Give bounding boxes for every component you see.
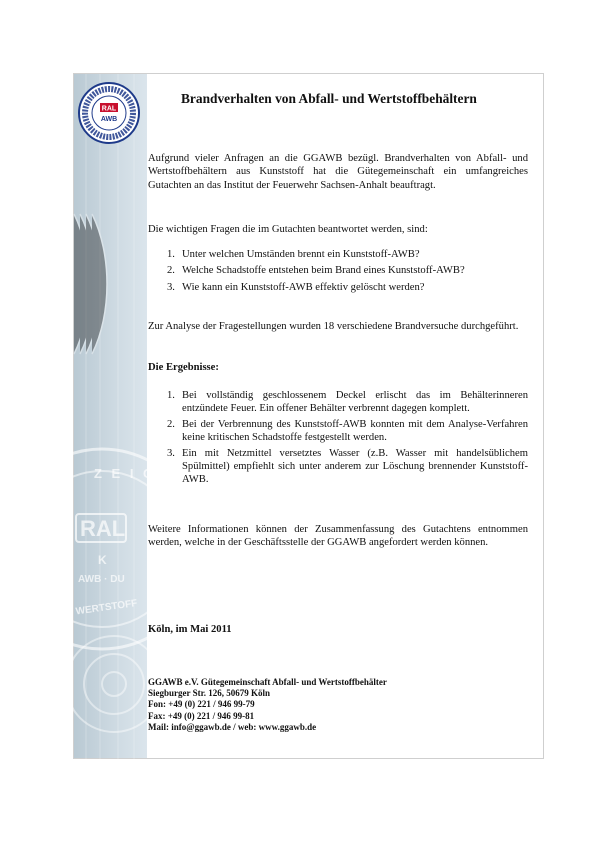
result-item: 3. Ein mit Netzmittel versetztes Wasser (z.B. Wasser mit handelsüblichem Spülmittel) empfiehlt sich unter anderem zur Löschung brennender Kunststoff-AWB.: [167, 447, 528, 486]
footer-address: Siegburger Str. 126, 50679 Köln: [148, 688, 271, 699]
results-list: [148, 389, 528, 487]
analysis-paragraph: Zur Analyse der Fragestellungen wurden 18 verschiedene Brandversuche durchgeführt.: [148, 321, 519, 332]
footer-contact: [148, 677, 528, 733]
question-item: 2. Welche Schadstoffe entstehen beim Brand eines Kunststoff-AWB?: [167, 265, 465, 277]
footer-mail-web: Mail: info@ggawb.de / web: www.ggawb.de: [148, 721, 317, 732]
footer-phone: Fon: +49 (0) 221 / 946 99-79: [148, 699, 255, 710]
watermark-text-ral: RAL: [80, 516, 126, 541]
page-title: Brandverhalten von Abfall- und Wertstoffbehältern: [181, 91, 477, 106]
result-item: 2. Bei der Verbrennung des Kunststoff-AWB konnten mit dem Analyse-Verfahren keine kritischen Schadstoffe festgestellt werden.: [167, 418, 528, 444]
seal-awb-text: AWB: [100, 116, 118, 123]
footer-org-name: GGAWB e.V. Gütegemeinschaft Abfall- und Wertstoffbehälter: [148, 677, 387, 687]
watermark-seal-graphic: [74, 74, 156, 760]
watermark-text-bottom: WERTSTOFF: [75, 597, 139, 618]
question-item: 1. Unter welchen Umständen brennt ein Kunststoff-AWB?: [167, 249, 420, 260]
decorative-side-strip: [74, 74, 156, 758]
place-date: Köln, im Mai 2011: [148, 624, 232, 635]
watermark-text-k: K: [98, 553, 107, 567]
further-info-paragraph: Weitere Informationen können der Zusammenfassung des Gutachtens entnommen werden, welche in der Geschäftsstelle der GGAWB angefordert werden können.: [148, 524, 528, 549]
results-heading: Die Ergebnisse:: [148, 362, 219, 373]
questions-list: [148, 248, 528, 294]
intro-paragraph: Aufgrund vieler Anfragen an die GGAWB bezügl. Brandverhalten von Abfall- und Wertstoffbehältern aus Kunststoff hat die Gütegemeinschaft ein umfangreiches Gutachten an das Institut der Feuerwehr Sachsen-Anhalt beauftragt.: [148, 153, 528, 191]
watermark-text-top: Z E I C: [94, 466, 156, 481]
questions-intro: Die wichtigen Fragen die im Gutachten beantwortet werden, sind:: [148, 224, 428, 235]
watermark-text-awb: AWB · DU: [78, 574, 125, 585]
result-item: 1. Bei vollständig geschlossenem Deckel erlischt das im Behälterinneren entzündete Feuer. Ein offener Behälter verbrennt dagegen komplett.: [167, 390, 528, 415]
ggawb-seal-logo: [78, 82, 140, 144]
footer-fax: Fax: +49 (0) 221 / 946 99-81: [148, 710, 255, 721]
seal-ral-text: RAL: [101, 105, 117, 113]
question-item: 3. Wie kann ein Kunststoff-AWB effektiv gelöscht werden?: [167, 281, 425, 293]
